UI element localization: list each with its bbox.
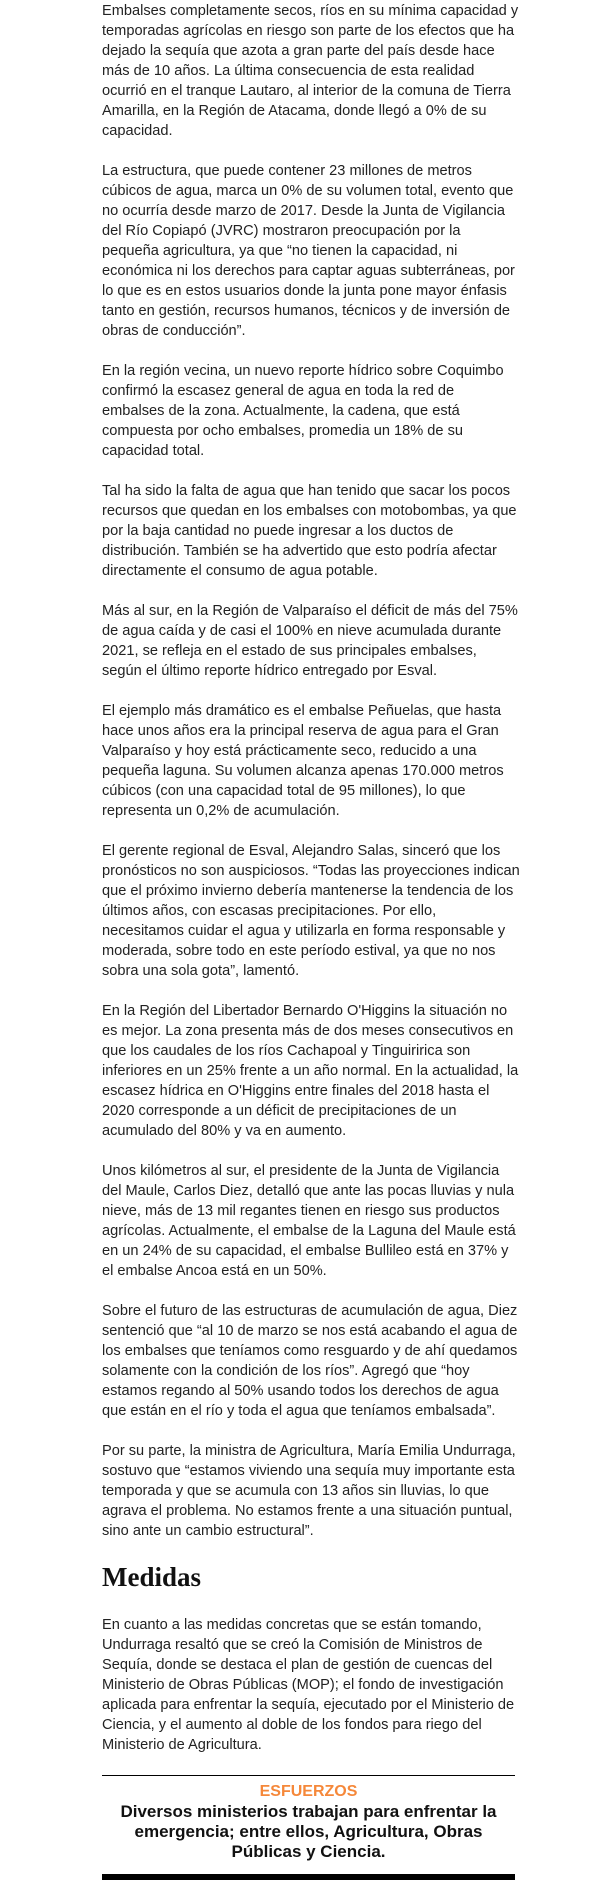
pullquote-bottom-rule bbox=[102, 1874, 515, 1880]
paragraph: Por su parte, la ministra de Agricultura, María Emilia Undurraga, sostuvo que “estamos viviendo una sequía muy importante esta temporada y que se acumula con 13 años sin lluvias, lo que agrava el problema. No estamos frente a una situación puntual, sino ante un cambio estructural”. bbox=[102, 1443, 516, 1539]
paragraph: El gerente regional de Esval, Alejandro Salas, sinceró que los pronósticos no son auspiciosos. “Todas las proyecciones indican que el próximo invierno debería mantenerse la tendencia de los últimos años, con escasas precipitaciones. Por ello, necesitamos cuidar el agua y utilizarla en forma responsable y moderada, sobre todo en este período estival, ya que no nos sobra una sola gota”, lamentó. bbox=[102, 843, 520, 979]
pullquote-text: Diversos ministerios trabajan para enfrentar la emergencia; entre ellos, Agricultura, Obras Públicas y Ciencia. bbox=[120, 1802, 497, 1861]
section-heading: Medidas bbox=[102, 1562, 202, 1592]
pullquote-kicker: ESFUERZOS bbox=[259, 1783, 358, 1800]
paragraph: Embalses completamente secos, ríos en su mínima capacidad y temporadas agrícolas en riesgo son parte de los efectos que ha dejado la sequía que azota a gran parte del país desde hace más de 10 años. La última consecuencia de esta realidad ocurrió en el tranque Lautaro, al interior de la comuna de Tierra Amarilla, en la Región de Atacama, donde llegó a 0% de su capacidad. bbox=[102, 3, 519, 139]
pullquote bbox=[102, 1775, 515, 1880]
paragraph: La estructura, que puede contener 23 millones de metros cúbicos de agua, marca un 0% de su volumen total, evento que no ocurría desde marzo de 2017. Desde la Junta de Vigilancia del Río Copiapó (JVRC) mostraron preocupación por la pequeña agricultura, ya que “no tienen la capacidad, ni económica ni los derechos para captar aguas subterráneas, por lo que es en estos usuarios donde la junta pone mayor énfasis tanto en gestión, recursos humanos, técnicos y de inversión de obras de conducción”. bbox=[102, 163, 515, 339]
paragraph: Sobre el futuro de las estructuras de acumulación de agua, Diez sentenció que “al 10 de marzo se nos está acabando el agua de los embalses que teníamos como resguardo y de ahí quedamos solamente con la condición de los ríos”. Agregó que “hoy estamos regando al 50% usando todos los derechos de agua que están en el río y toda el agua que teníamos embalsada”. bbox=[102, 1303, 518, 1419]
paragraph: En cuanto a las medidas concretas que se están tomando, Undurraga resaltó que se creó la Comisión de Ministros de Sequía, donde se destaca el plan de gestión de cuencas del Ministerio de Obras Públicas (MOP); el fondo de investigación aplicada para enfrentar la sequía, ejecutado por el Ministerio de Ciencia, y el aumento al doble de los fondos para riego del Ministerio de Agricultura. bbox=[102, 1617, 515, 1753]
paragraph: Unos kilómetros al sur, el presidente de la Junta de Vigilancia del Maule, Carlos Diez, detalló que ante las pocas lluvias y nula nieve, más de 13 mil regantes tienen en riesgo sus productos agrícolas. Actualmente, el embalse de la Laguna del Maule está en un 24% de su capacidad, el embalse Bullileo está en 37% y el embalse Ancoa está en un 50%. bbox=[102, 1163, 516, 1279]
paragraph: El ejemplo más dramático es el embalse Peñuelas, que hasta hace unos años era la principal reserva de agua para el Gran Valparaíso y hoy está prácticamente seco, reducido a una pequeña laguna. Su volumen alcanza apenas 170.000 metros cúbicos (con una capacidad total de 95 millones), lo que representa un 0,2% de acumulación. bbox=[102, 703, 504, 819]
article-body bbox=[102, 1, 520, 1755]
paragraph: En la Región del Libertador Bernardo O'Higgins la situación no es mejor. La zona presenta más de dos meses consecutivos en que los caudales de los ríos Cachapoal y Tinguiririca son inferiores en un 25% frente a un año normal. En la actualidad, la escasez hídrica en O'Higgins entre finales del 2018 hasta el 2020 corresponde a un déficit de precipitaciones de un acumulado del 80% y va en aumento. bbox=[102, 1003, 519, 1139]
paragraph: En la región vecina, un nuevo reporte hídrico sobre Coquimbo confirmó la escasez general de agua en toda la red de embalses de la zona. Actualmente, la cadena, que está compuesta por ocho embalses, promedia un 18% de su capacidad total. bbox=[102, 363, 504, 459]
paragraph: Más al sur, en la Región de Valparaíso el déficit de más del 75% de agua caída y de casi el 100% en nieve acumulada durante 2021, se refleja en el estado de sus principales embalses, según el último reporte hídrico entregado por Esval. bbox=[102, 603, 518, 679]
paragraph: Tal ha sido la falta de agua que han tenido que sacar los pocos recursos que quedan en los embalses con motobombas, ya que por la baja cantidad no puede ingresar a los ductos de distribución. También se ha advertido que esto podría afectar directamente el consumo de agua potable. bbox=[102, 483, 517, 579]
